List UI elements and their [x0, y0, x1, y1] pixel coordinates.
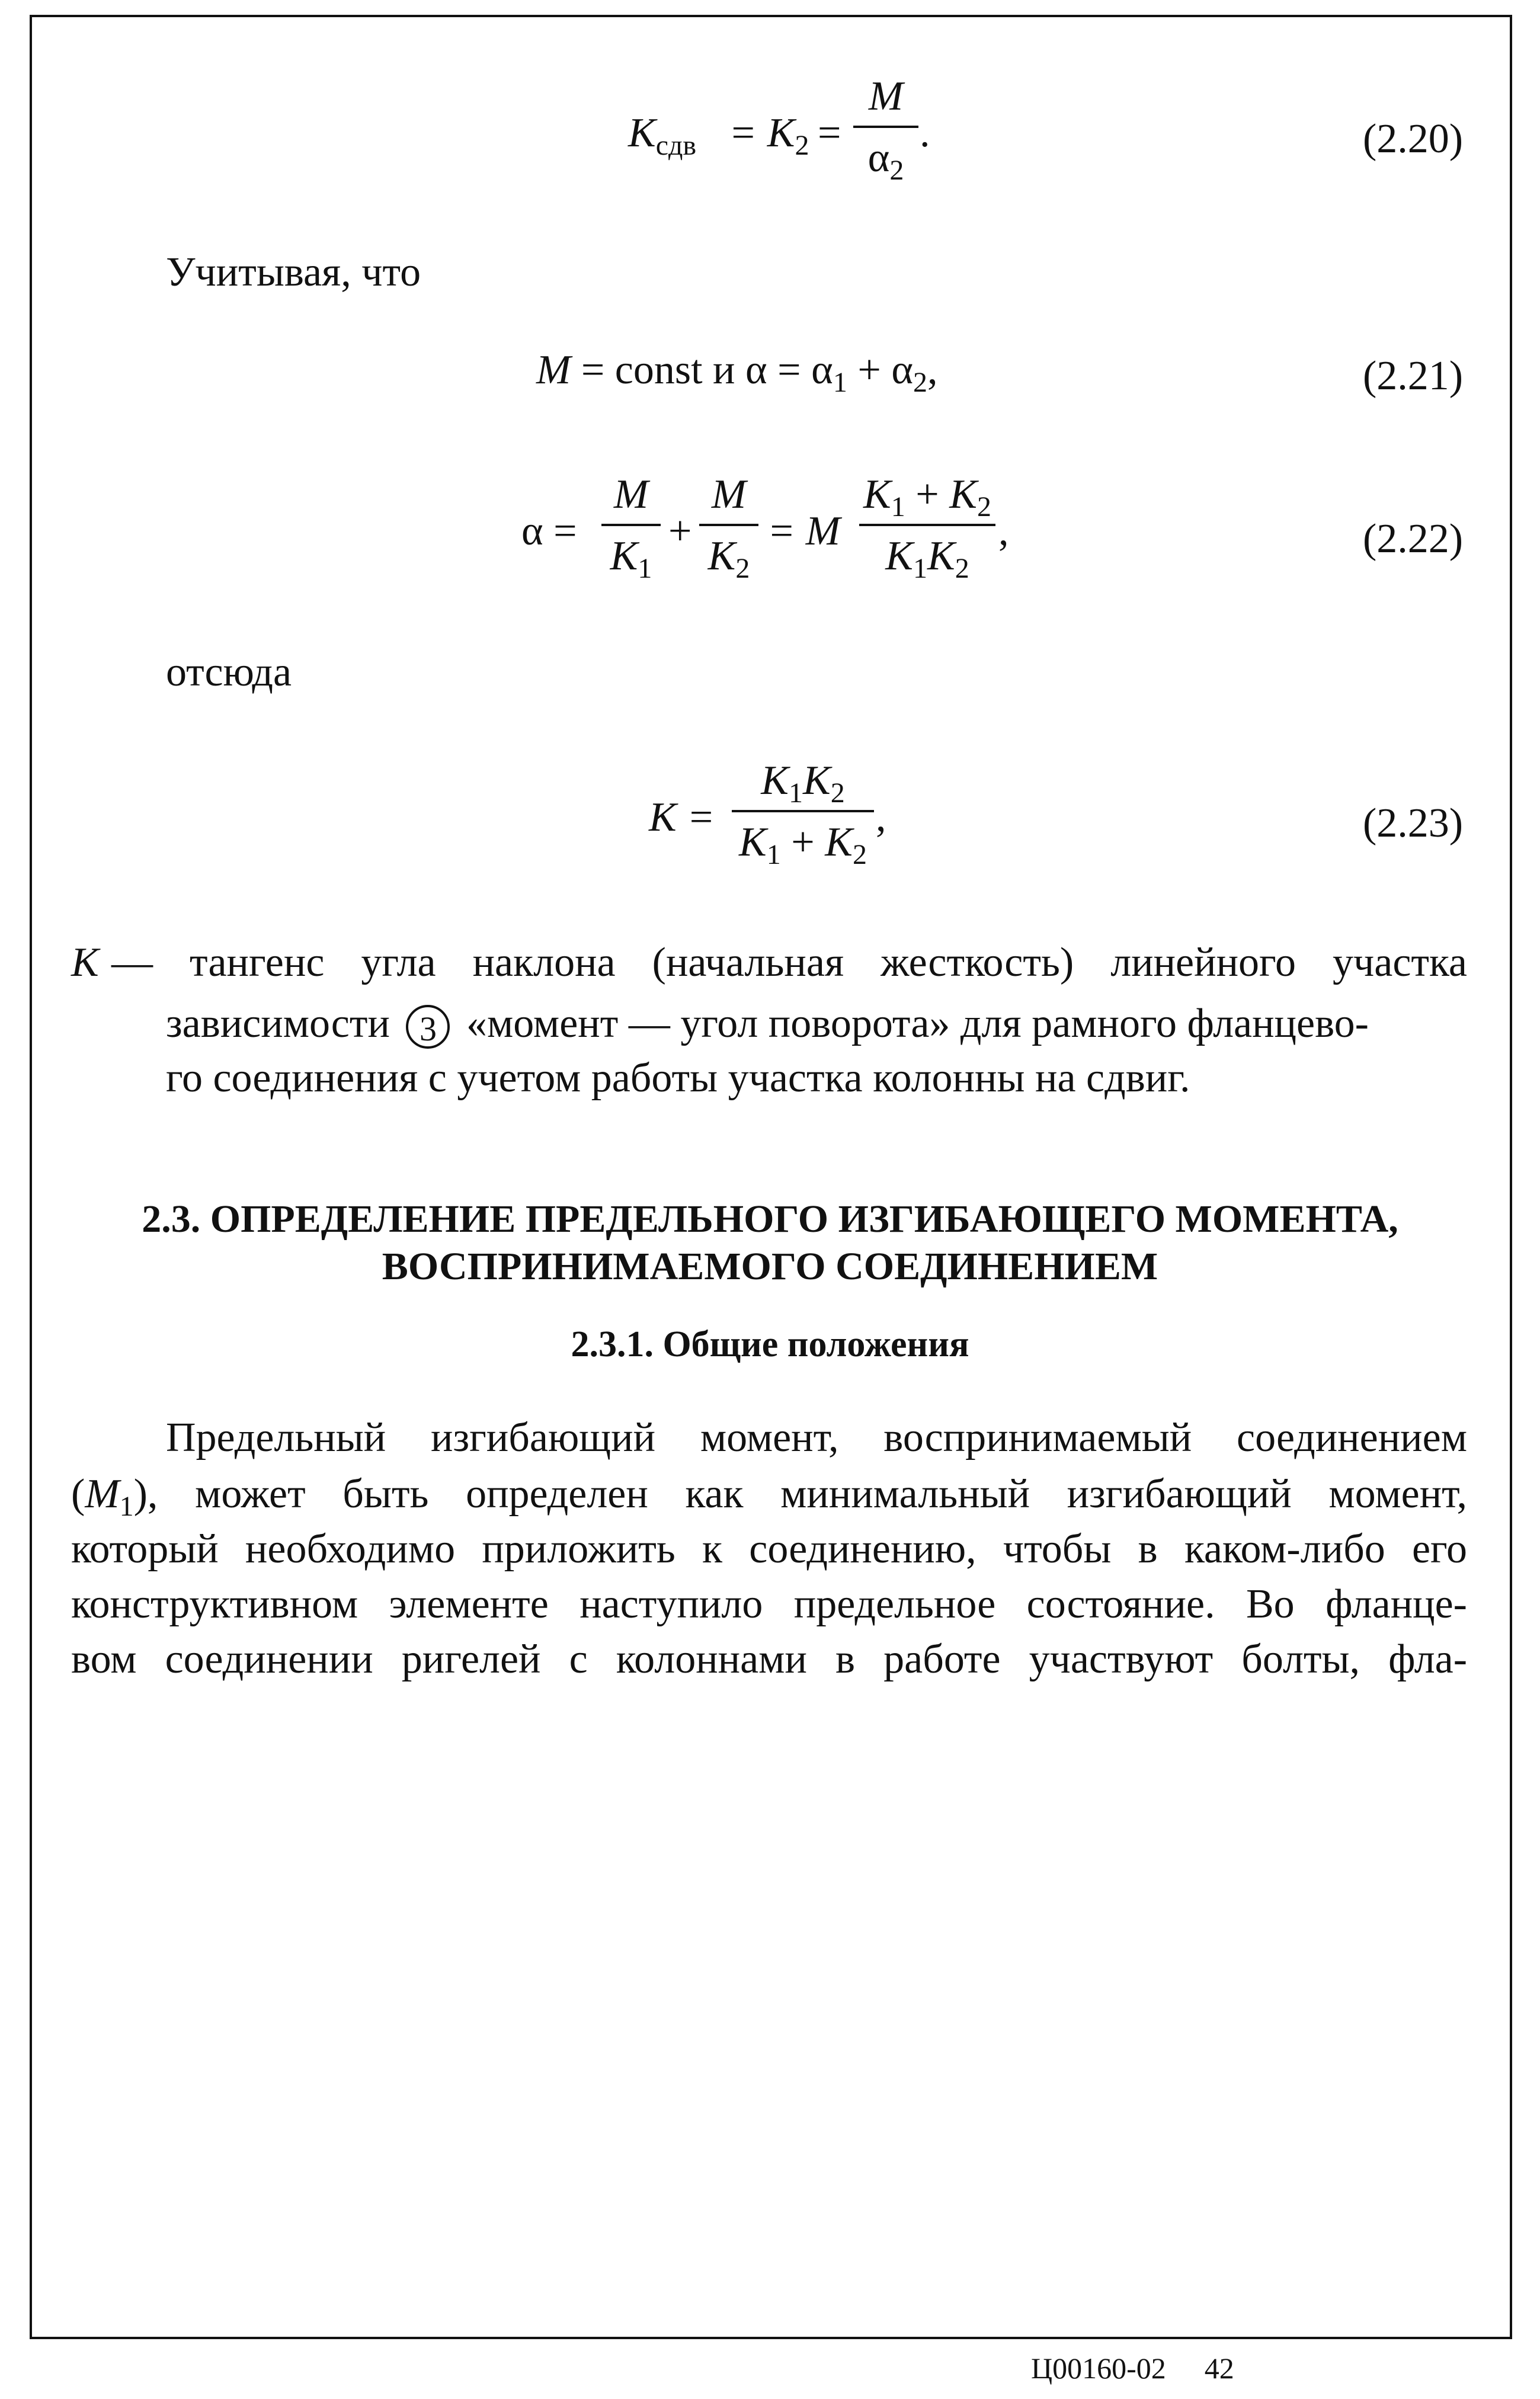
equation-number: (2.21): [1363, 353, 1464, 399]
eq222-f2-numerator: M: [711, 472, 747, 517]
eq222-f1-numerator: M: [613, 472, 649, 517]
eq222-f3-denominator: $K_1K_2$: [885, 533, 969, 584]
intro-text: отсюда: [166, 649, 292, 695]
section-heading: ВОСПРИНИМАЕМОГО СОЕДИНЕНИЕМ: [382, 1245, 1158, 1288]
equation-number: (2.23): [1363, 800, 1464, 846]
section-heading: 2.3. ОПРЕДЕЛЕНИЕ ПРЕДЕЛЬНОГО ИЗГИБАЮЩЕГО МОМЕНТА,: [142, 1197, 1398, 1241]
eq223-tail: ,: [876, 795, 886, 840]
eq223-numerator: $K_1K_2$: [761, 758, 845, 809]
paragraph-line: конструктивном элементе наступило предельное состояние. Во фланце-: [71, 1581, 1467, 1627]
fraction-bar: [859, 524, 995, 526]
fraction-bar: [601, 524, 661, 526]
fraction-bar: [732, 810, 874, 812]
eq222-tail: ,: [998, 508, 1009, 554]
eq221-body: M = const и $\alpha = \alpha_1 + \alpha_2$,: [536, 347, 938, 398]
paragraph-line: $(M_1)$, может быть определен как минимальный изгибающий момент,: [71, 1471, 1467, 1522]
equation-number: (2.22): [1363, 516, 1464, 562]
paragraph-line: который необходимо приложить к соединению, чтобы в каком-либо его: [71, 1526, 1467, 1572]
eq222-eq: = M: [767, 508, 841, 554]
eq222-f1-denominator: $K_1$: [610, 533, 652, 584]
definition-line: — тангенс угла наклона (начальная жесткость) линейного участка: [111, 940, 1467, 985]
eq223-denominator: $K_1 + K_2$: [739, 819, 867, 870]
fraction-bar: [853, 126, 918, 128]
eq222-plus: +: [668, 508, 692, 554]
document-code: Ц00160-02: [1031, 2352, 1166, 2385]
circled-number: 3: [406, 1005, 450, 1049]
eq220-mid: = $K_2$: [729, 110, 809, 161]
eq222-f3-numerator: $K_1 + K_2$: [863, 472, 991, 523]
fraction-bar: [699, 524, 758, 526]
eq223-lhs: K =: [649, 795, 715, 840]
eq220-lhs: $K_{сдв}$: [628, 110, 697, 161]
definition-line: зависимости 3 «момент — угол поворота» для рамного фланцево-: [166, 1001, 1369, 1048]
eq220-tail: .: [920, 110, 930, 156]
intro-text: Учитывая, что: [166, 249, 421, 295]
equation-number: (2.20): [1363, 116, 1464, 162]
eq222-lhs: α =: [521, 508, 577, 554]
eq220-numerator: M: [868, 73, 904, 119]
subsection-heading: 2.3.1. Общие положения: [571, 1324, 969, 1365]
definition-line: го соединения с учетом работы участка колонны на сдвиг.: [166, 1055, 1190, 1101]
paragraph-line: вом соединении ригелей с колоннами в работе участвуют болты, фла-: [71, 1636, 1467, 1682]
eq222-f2-denominator: $K_2$: [707, 533, 750, 584]
eq220-denominator: $\alpha_2$: [867, 135, 904, 186]
eq220-eq: =: [818, 110, 841, 156]
paragraph-line: Предельный изгибающий момент, воспринимаемый соединением: [166, 1415, 1467, 1460]
definition-symbol: K: [71, 940, 99, 985]
footer: [1031, 2351, 1234, 2385]
page-number: 42: [1204, 2352, 1234, 2385]
